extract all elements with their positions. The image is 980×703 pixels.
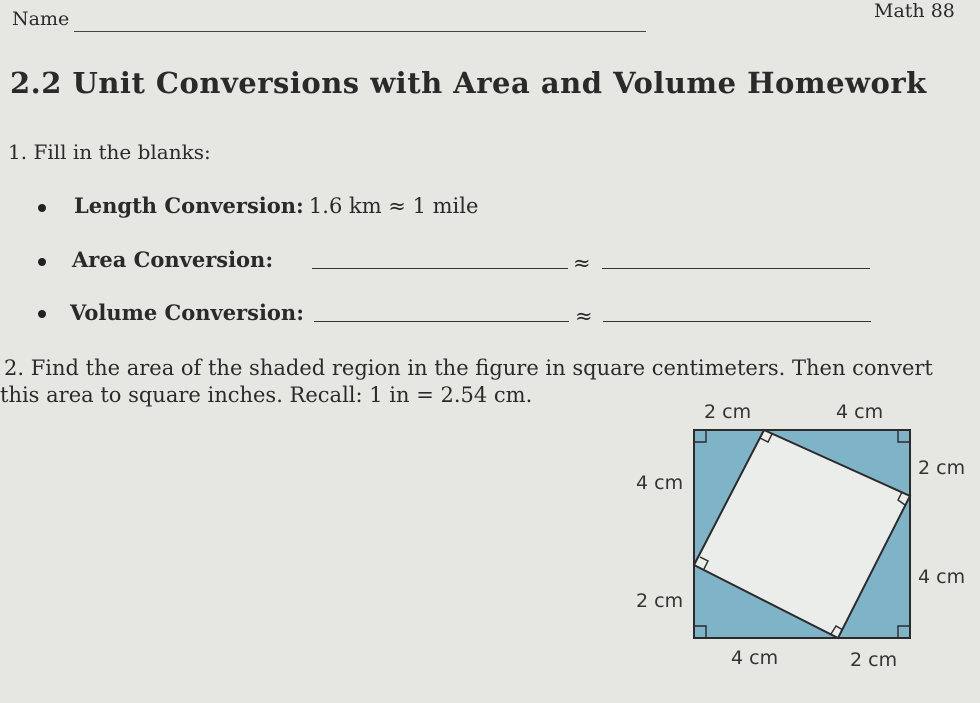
area-approx-symbol: ≈ [573, 251, 591, 275]
dim-label-right-bottom: 4 cm [918, 566, 966, 588]
dim-label-top-left: 2 cm [704, 401, 752, 423]
dim-label-bottom-left: 4 cm [731, 647, 779, 669]
page-title: 2.2 Unit Conversions with Area and Volume Homework [10, 66, 927, 100]
length-conversion-value: 1.6 km ≈ 1 mile [308, 194, 479, 218]
area-conversion-label: Area Conversion: [72, 247, 274, 272]
dim-label-top-right: 4 cm [836, 401, 884, 423]
question-2-line-2: this area to square inches. Recall: 1 in = 2.54 cm. [0, 383, 533, 407]
dim-label-right-top: 2 cm [918, 457, 966, 479]
length-conversion-label: Length Conversion: [74, 193, 304, 218]
course-label: Math 88 [874, 0, 955, 22]
dim-label-left-bottom: 2 cm [636, 590, 684, 612]
dim-label-left-top: 4 cm [636, 472, 684, 494]
dim-label-bottom-right: 2 cm [850, 649, 898, 671]
name-label: Name [12, 8, 70, 30]
volume-conversion-label: Volume Conversion: [70, 300, 304, 325]
question-2-line-1: 2. Find the area of the shaded region in the figure in square centimeters. Then convert [4, 356, 933, 380]
volume-approx-symbol: ≈ [575, 304, 593, 328]
question-1-prompt: 1. Fill in the blanks: [8, 140, 211, 164]
